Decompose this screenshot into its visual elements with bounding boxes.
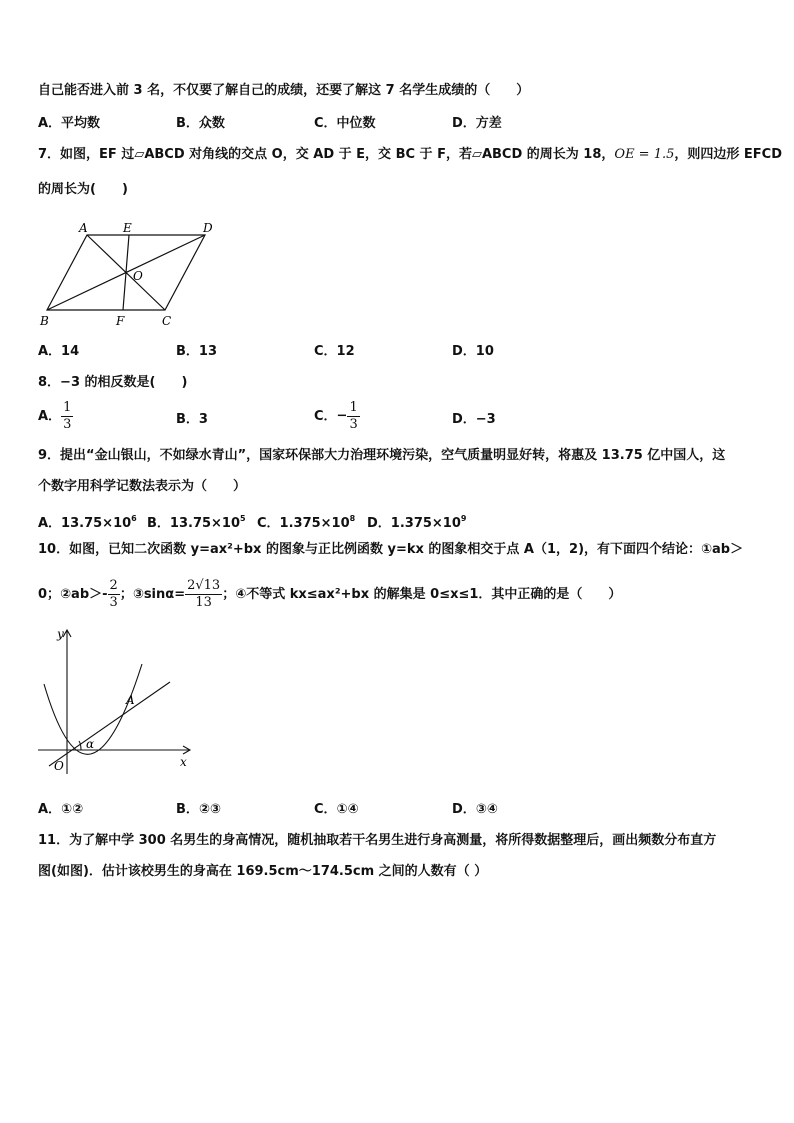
label-b: B [40, 314, 49, 328]
q6-option-c[interactable]: C．中位数 [314, 116, 376, 131]
q7-stem-math: OE = 1.5 [614, 147, 675, 162]
q7-stem-line2: 的周长为( ) [38, 182, 128, 197]
label-o: O [133, 269, 143, 283]
q8-option-c-letter: C． [314, 409, 337, 424]
q8-option-c[interactable] [314, 400, 360, 433]
q10-stem-line1: 10．如图，已知二次函数 y=ax²+bx 的图象与正比例函数 y=kx 的图象相交于点 A（1，2)，有下面四个结论：①ab＞ [38, 542, 744, 557]
q7-option-b[interactable]: B．13 [176, 344, 217, 359]
q10-option-c[interactable]: C．①④ [314, 802, 359, 817]
q9-stem-line1: 9．提出“金山银山，不如绿水青山”，国家环保部大力治理环境污染，空气质量明显好转，将惠及 13.75 亿中国人，这 [38, 448, 726, 463]
q6-stem: 自己能否进入前 3 名，不仅要了解自己的成绩，还要了解这 7 名学生成绩的（ ） [38, 83, 530, 98]
label-a: A [126, 693, 135, 707]
q8-stem: 8．−3 的相反数是( ) [38, 375, 188, 390]
label-a: A [79, 221, 88, 235]
label-y: y [57, 627, 64, 641]
q8-option-a-letter: A． [38, 409, 62, 424]
label-o: O [54, 759, 64, 773]
label-d: D [203, 221, 213, 235]
q8-option-c-fraction: $\frac{1}{3}$ [349, 400, 358, 432]
q7-option-a[interactable]: A．14 [38, 344, 80, 359]
q10-graph-figure [36, 624, 196, 776]
q9-stem-line2: 个数字用科学记数法表示为（ ） [38, 479, 247, 494]
q8-option-b[interactable]: B．3 [176, 412, 208, 427]
q8-option-a-fraction: $\frac{1}{3}$ [63, 400, 72, 432]
q10-stem-line2: 0；②ab＞- $\frac{2}{3}$ ；③sinα= $\frac{2√13}{13}$ ；④不等式 kx≤ax²+bx 的解集是 0≤x≤1．其中正确的是（ ） [38, 578, 622, 610]
label-alpha: α [86, 737, 95, 751]
q8-option-c-sign: − [336, 408, 348, 424]
q9-option-c[interactable]: C．$1.375\times 10^8$ [257, 514, 356, 531]
label-f: F [116, 314, 125, 328]
label-e: E [123, 221, 132, 235]
q7-stem-part2: ，则四边形 EFCD [674, 147, 783, 162]
q6-option-d[interactable]: D．方差 [452, 116, 502, 131]
q10-fraction-2sqrt13-13: $\frac{2√13}{13}$ [187, 578, 221, 610]
q9-option-d[interactable]: D．$1.375\times 10^9$ [367, 514, 467, 531]
q7-stem-part1: 7．如图，EF 过▱ABCD 对角线的交点 O，交 AD 于 E，交 BC 于 F，若▱ABCD 的周长为 18， [38, 147, 615, 162]
q11-stem-line2: 图(如图)．估计该校男生的身高在 169.5cm～174.5cm 之间的人数有（ ） [38, 864, 488, 879]
q10-option-b[interactable]: B．②③ [176, 802, 221, 817]
q10-option-d[interactable]: D．③④ [452, 802, 498, 817]
segment-ef [123, 235, 129, 310]
q10-fraction-2-3: $\frac{2}{3}$ [109, 578, 118, 610]
q7-option-d[interactable]: D．10 [452, 344, 494, 359]
q7-parallelogram-figure [36, 216, 226, 331]
label-x: x [180, 755, 187, 769]
q6-option-b[interactable]: B．众数 [176, 116, 225, 131]
q8-option-a[interactable] [38, 400, 73, 433]
q9-option-a[interactable]: A．$13.75\times 10^6$ [38, 514, 137, 531]
q11-stem-line1: 11．为了解中学 300 名男生的身高情况，随机抽取若干名男生进行身高测量，将所得数据整理后，画出频数分布直方 [38, 833, 717, 848]
q9-option-b[interactable]: B．$13.75\times 10^5$ [147, 514, 246, 531]
q8-option-d[interactable]: D．−3 [452, 412, 496, 427]
q6-option-a[interactable]: A．平均数 [38, 116, 101, 131]
q7-option-c[interactable]: C．12 [314, 344, 355, 359]
label-c: C [162, 314, 172, 328]
q10-option-a[interactable]: A．①② [38, 802, 84, 817]
q7-stem [38, 146, 782, 164]
